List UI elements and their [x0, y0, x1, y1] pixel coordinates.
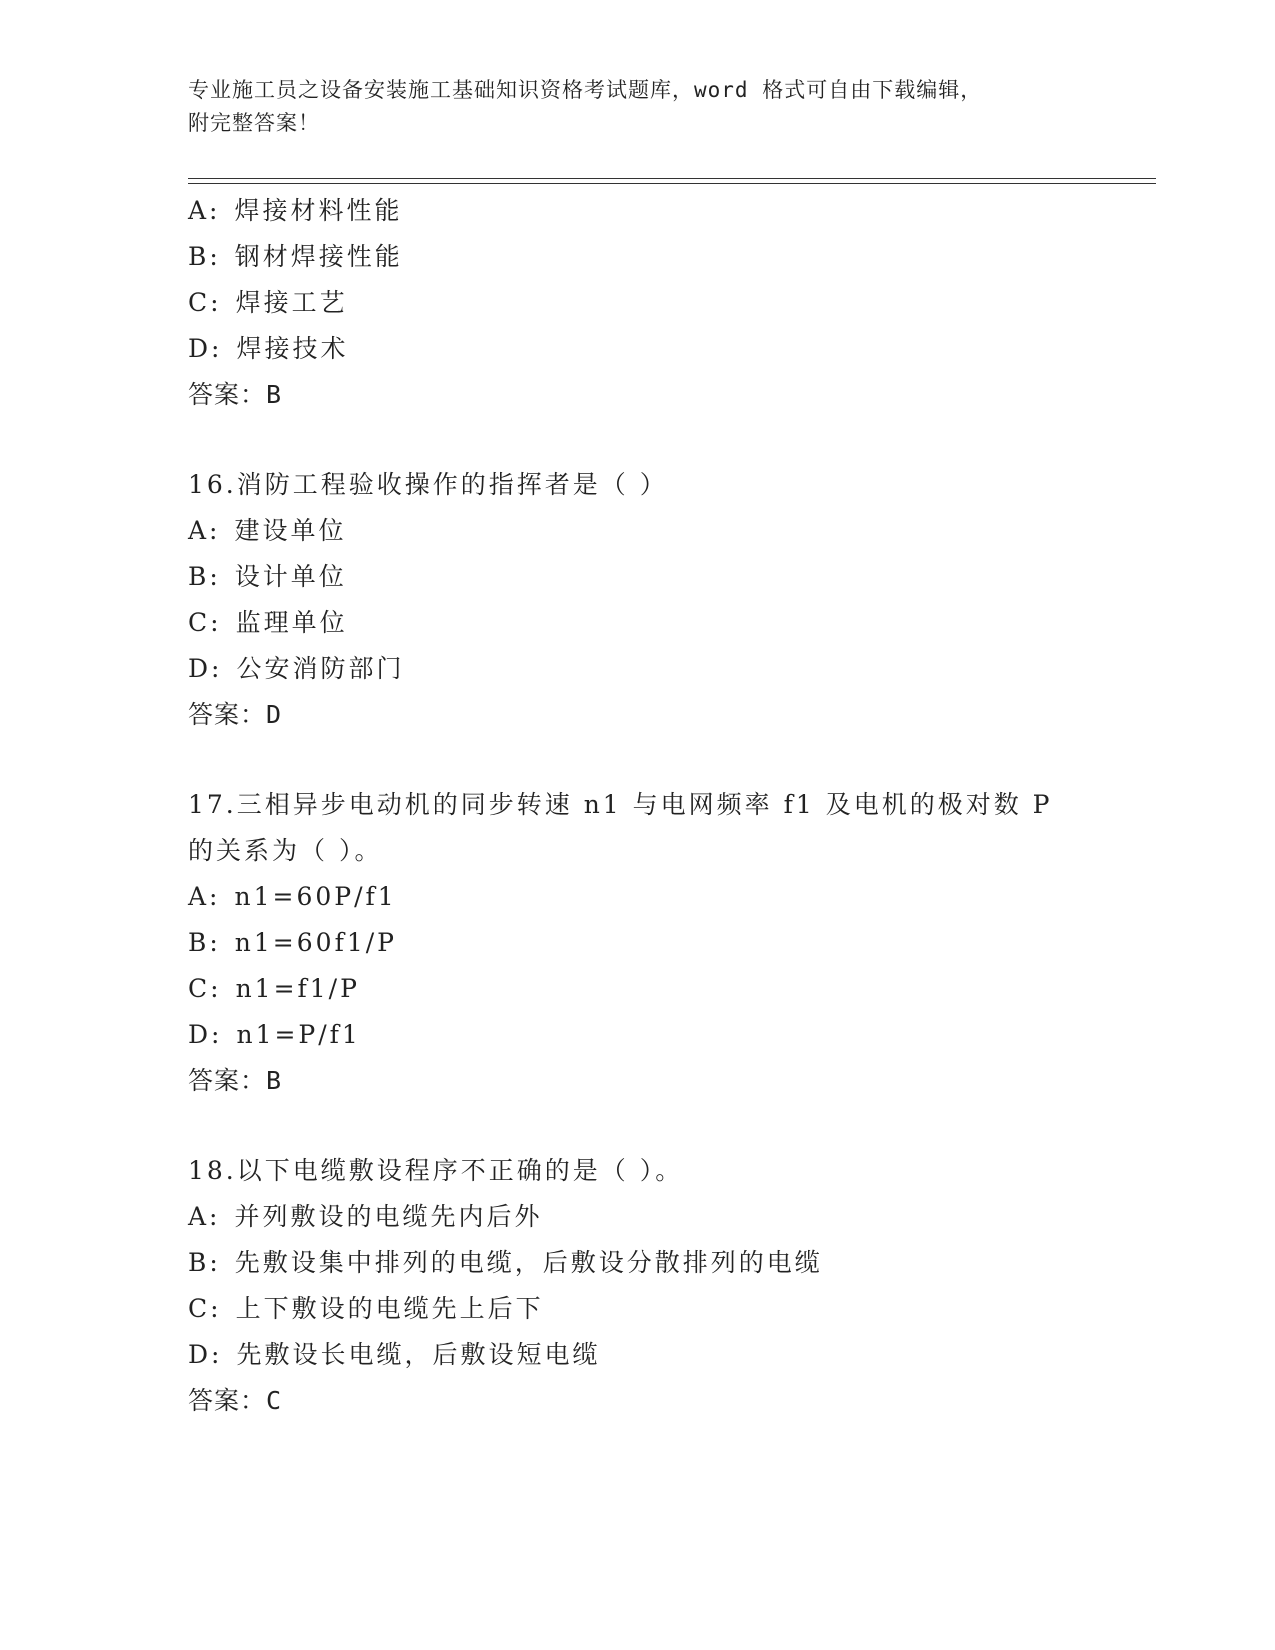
option-key: B: — [188, 242, 221, 271]
option-key: C: — [188, 608, 222, 637]
option-key: A: — [188, 1202, 221, 1231]
option-d — [188, 1012, 1148, 1058]
option-b — [188, 554, 1148, 600]
option-text: 公安消防部门 — [236, 654, 405, 683]
question-title: 17.三相异步电动机的同步转速 n1 与电网频率 f1 及电机的极对数 P 的关系为（ ）。 — [188, 790, 1053, 865]
question-list — [188, 188, 1148, 1424]
question-title: 16.消防工程验收操作的指挥者是（ ） — [188, 470, 668, 499]
option-a — [188, 508, 1148, 554]
option-key: D: — [188, 334, 223, 363]
header-divider-top — [188, 178, 1156, 179]
option-a — [188, 188, 1148, 234]
option-b — [188, 1240, 1148, 1286]
option-c — [188, 600, 1148, 646]
option-text: 设计单位 — [234, 562, 347, 591]
option-key: A: — [188, 882, 221, 911]
option-b — [188, 920, 1148, 966]
option-text: 上下敷设的电缆先上后下 — [235, 1294, 544, 1323]
option-c — [188, 280, 1148, 326]
option-text: 先敷设长电缆，后敷设短电缆 — [236, 1340, 601, 1369]
option-text: 焊接材料性能 — [234, 196, 403, 225]
option-text: 监理单位 — [235, 608, 348, 637]
option-key: A: — [188, 196, 221, 225]
option-a — [188, 1194, 1148, 1240]
header-divider-bottom — [188, 183, 1156, 184]
option-text: 钢材焊接性能 — [234, 242, 403, 271]
question-block-18 — [188, 1148, 1148, 1424]
option-text: n1=60f1/P — [234, 928, 397, 957]
option-text: 建设单位 — [234, 516, 347, 545]
option-text: n1=60P/f1 — [234, 882, 397, 911]
option-key: C: — [188, 288, 222, 317]
option-key: A: — [188, 516, 221, 545]
document-header — [188, 74, 1088, 140]
header-line-2: 附完整答案！ — [188, 111, 320, 135]
answer-line: 答案：C — [188, 1386, 283, 1415]
option-key: B: — [188, 928, 221, 957]
option-key: D: — [188, 1340, 223, 1369]
option-key: D: — [188, 654, 223, 683]
option-text: 焊接技术 — [236, 334, 349, 363]
question-block-partial — [188, 188, 1148, 418]
option-key: B: — [188, 1248, 221, 1277]
option-a — [188, 874, 1148, 920]
option-c — [188, 966, 1148, 1012]
option-key: D: — [188, 1020, 223, 1049]
option-c — [188, 1286, 1148, 1332]
option-d — [188, 1332, 1148, 1378]
option-key: C: — [188, 974, 222, 1003]
option-text: 焊接工艺 — [235, 288, 348, 317]
option-d — [188, 326, 1148, 372]
question-block-16 — [188, 462, 1148, 738]
option-text: n1=f1/P — [235, 974, 360, 1003]
answer-line: 答案：B — [188, 1066, 283, 1095]
option-text: n1=P/f1 — [236, 1020, 361, 1049]
header-line-1: 专业施工员之设备安装施工基础知识资格考试题库，word 格式可自由下载编辑， — [188, 78, 983, 102]
question-title: 18.以下电缆敷设程序不正确的是（ ）。 — [188, 1156, 684, 1185]
question-block-17 — [188, 782, 1148, 1104]
answer-line: 答案：B — [188, 380, 283, 409]
option-key: C: — [188, 1294, 222, 1323]
option-key: B: — [188, 562, 221, 591]
answer-line: 答案：D — [188, 700, 283, 729]
option-d — [188, 646, 1148, 692]
option-b — [188, 234, 1148, 280]
option-text: 并列敷设的电缆先内后外 — [234, 1202, 543, 1231]
option-text: 先敷设集中排列的电缆，后敷设分散排列的电缆 — [234, 1248, 823, 1277]
